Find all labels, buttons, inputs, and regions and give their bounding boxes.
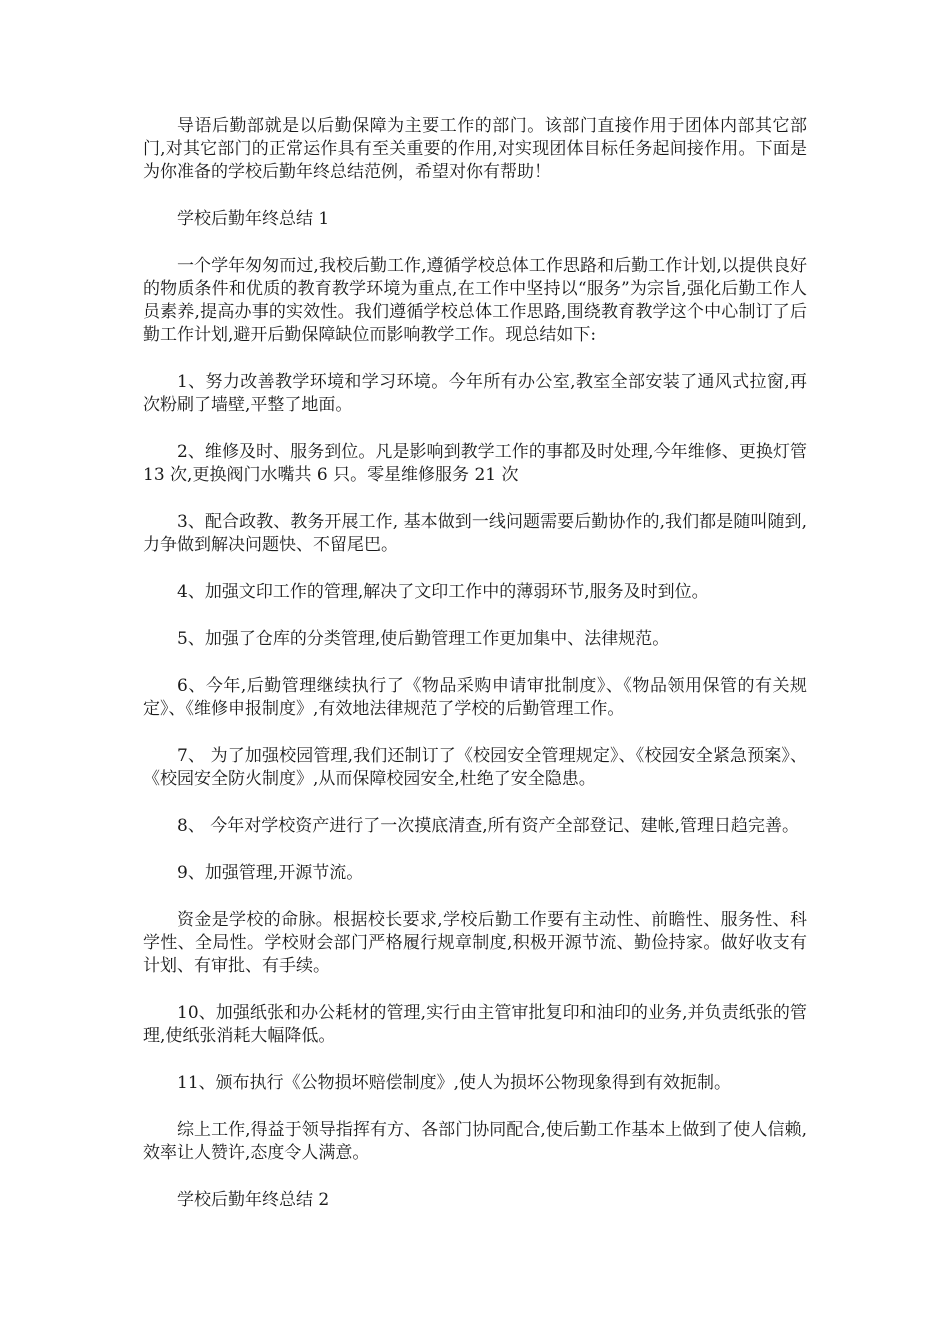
intro-paragraph: 导语后勤部就是以后勤保障为主要工作的部门。该部门直接作用于团体内部其它部门,对其它部门的正常运作具有至关重要的作用,对实现团体目标任务起间接作用。下面是为你准备的学校后勤年终总结范例，希望对你有帮助！ bbox=[143, 116, 807, 182]
list-item-4: 4、加强文印工作的管理,解决了文印工作中的薄弱环节,服务及时到位。 bbox=[177, 582, 709, 602]
list-item-6: 6、今年,后勤管理继续执行了《物品采购申请审批制度》、《物品领用保管的有关规定》、《维修申报制度》,有效地法律规范了学校的后勤管理工作。 bbox=[143, 676, 807, 719]
list-item-3: 3、配合政教、教务开展工作, 基本做到一线问题需要后勤协作的,我们都是随叫随到,力争做到解决问题快、不留尾巴。 bbox=[143, 512, 807, 555]
list-item-11: 11、颁布执行《公物损坏赔偿制度》,使人为损坏公物现象得到有效扼制。 bbox=[177, 1073, 732, 1093]
section-heading-2: 学校后勤年终总结 2 bbox=[177, 1190, 330, 1210]
overview-paragraph: 一个学年匆匆而过,我校后勤工作,遵循学校总体工作思路和后勤工作计划,以提供良好的物质条件和优质的教育教学环境为重点,在工作中坚持以“服务”为宗旨,强化后勤工作人员素养,提高办事的实效性。我们遵循学校总体工作思路,围绕教育教学这个中心制订了后勤工作计划,避开后勤保障缺位而影响教学工作。现总结如下: bbox=[143, 256, 807, 345]
document-body bbox=[143, 115, 807, 1236]
section-heading-1: 学校后勤年终总结 1 bbox=[177, 209, 330, 229]
funds-paragraph: 资金是学校的命脉。根据校长要求,学校后勤工作要有主动性、前瞻性、服务性、科学性、全局性。学校财会部门严格履行规章制度,积极开源节流、勤俭持家。做好收支有计划、有审批、有手续。 bbox=[143, 910, 807, 976]
list-item-5: 5、加强了仓库的分类管理,使后勤管理工作更加集中、法律规范。 bbox=[177, 629, 670, 649]
list-item-1: 1、努力改善教学环境和学习环境。今年所有办公室,教室全部安装了通风式拉窗,再次粉刷了墙壁,平整了地面。 bbox=[143, 372, 807, 415]
summary-paragraph: 综上工作,得益于领导指挥有方、各部门协同配合,使后勤工作基本上做到了使人信赖,效率让人赞许,态度令人满意。 bbox=[143, 1120, 807, 1163]
list-item-10: 10、加强纸张和办公耗材的管理,实行由主管审批复印和油印的业务,并负责纸张的管理,使纸张消耗大幅降低。 bbox=[143, 1003, 807, 1046]
list-item-8: 8、 今年对学校资产进行了一次摸底清查,所有资产全部登记、建帐,管理日趋完善。 bbox=[177, 816, 800, 836]
list-item-7: 7、 为了加强校园管理,我们还制订了《校园安全管理规定》、《校园安全紧急预案》、《校园安全防火制度》,从而保障校园安全,杜绝了安全隐患。 bbox=[143, 746, 807, 789]
list-item-9: 9、加强管理,开源节流。 bbox=[177, 863, 364, 883]
list-item-2: 2、维修及时、服务到位。凡是影响到教学工作的事都及时处理,今年维修、更换灯管 13 次,更换阀门水嘴共 6 只。零星维修服务 21 次 bbox=[143, 442, 807, 485]
